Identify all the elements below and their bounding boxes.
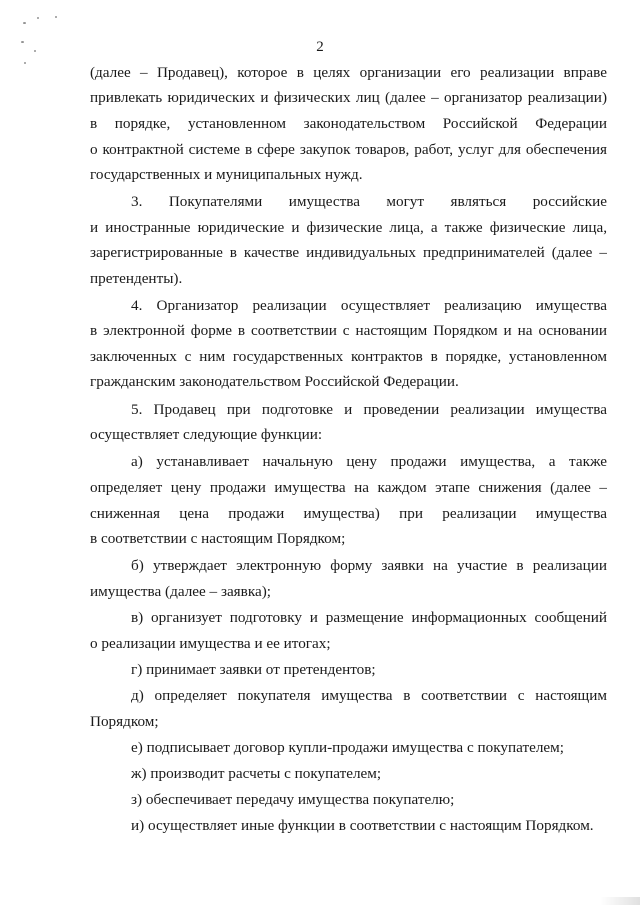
body-line: 4. Организатор реализации осуществляет реализацию имущества	[131, 297, 607, 314]
scan-mark	[24, 62, 26, 64]
body-line: в порядке, установленном законодательством Российской Федерации	[90, 115, 607, 132]
scan-edge	[600, 897, 640, 905]
body-line: государственных и муниципальных нужд.	[90, 166, 363, 183]
body-line: в электронной форме в соответствии с настоящим Порядком и на основании	[90, 322, 607, 339]
body-line: определяет цену продажи имущества на каждом этапе снижения (далее –	[90, 479, 607, 496]
body-line: б) утверждает электронную форму заявки на участие в реализации	[131, 557, 607, 574]
body-line: и) осуществляет иные функции в соответствии с настоящим Порядком.	[131, 817, 594, 834]
body-line: о контрактной системе в сфере закупок товаров, работ, услуг для обеспечения	[90, 141, 607, 158]
body-line: е) подписывает договор купли-продажи имущества с покупателем;	[131, 739, 564, 756]
page-number: 2	[316, 39, 324, 55]
scan-mark	[55, 16, 57, 18]
scan-mark	[37, 17, 39, 19]
body-line: 5. Продавец при подготовке и проведении реализации имущества	[131, 401, 607, 418]
scan-mark	[23, 22, 26, 24]
body-line: в) организует подготовку и размещение информационных сообщений	[131, 609, 607, 626]
body-line: имущества (далее – заявка);	[90, 583, 272, 600]
body-line: в соответствии с настоящим Порядком;	[90, 530, 346, 547]
body-line: ж) производит расчеты с покупателем;	[131, 765, 382, 782]
body-line: претенденты).	[90, 270, 183, 287]
body-line: гражданским законодательством Российской Федерации.	[90, 373, 459, 390]
body-line: г) принимает заявки от претендентов;	[131, 661, 376, 678]
body-line: 3. Покупателями имущества могут являться российские	[131, 193, 607, 210]
body-line: о реализации имущества и ее итогах;	[90, 635, 331, 652]
body-line: а) устанавливает начальную цену продажи имущества, а также	[131, 453, 607, 470]
body-line: сниженная цена продажи имущества) при реализации имущества	[90, 505, 607, 522]
body-line: (далее – Продавец), которое в целях организации его реализации вправе	[90, 64, 607, 81]
body-line: зарегистрированные в качестве индивидуальных предпринимателей (далее –	[90, 244, 607, 261]
body-line: осуществляет следующие функции:	[90, 426, 323, 443]
body-line: д) определяет покупателя имущества в соответствии с настоящим	[131, 687, 607, 704]
body-line: з) обеспечивает передачу имущества покупателю;	[131, 791, 455, 808]
body-line: и иностранные юридические и физические лица, а также физические лица,	[90, 219, 607, 236]
body-line: привлекать юридических и физических лиц (далее – организатор реализации)	[90, 89, 607, 106]
body-line: заключенных с ним государственных контрактов в порядке, установленном	[90, 348, 607, 365]
body-line: Порядком;	[90, 713, 159, 730]
